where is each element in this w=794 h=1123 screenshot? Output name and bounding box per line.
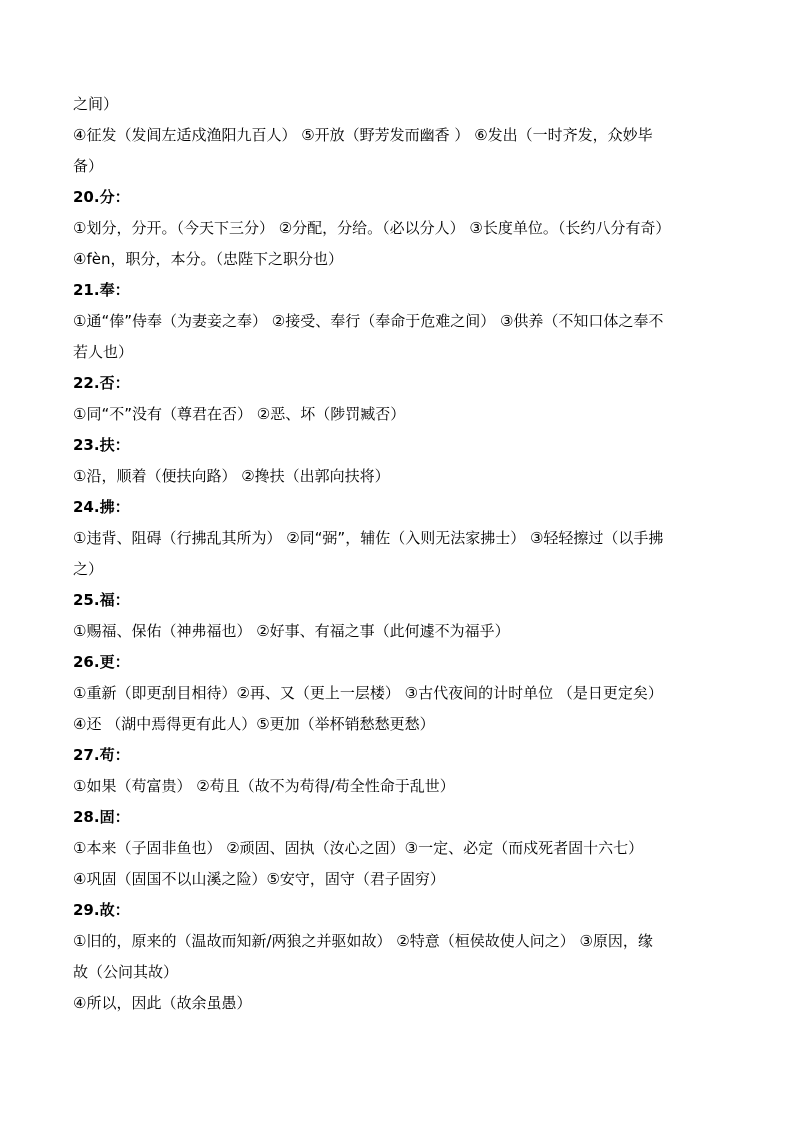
text-line: ④所以，因此（故余虽愚）: [73, 994, 252, 1012]
text-line: 之间）: [73, 95, 119, 113]
text-line: ④还 （湖中焉得更有此人）⑤更加（举杯销愁愁更愁）: [73, 715, 435, 733]
entry-heading: 20.分：: [73, 188, 130, 206]
text-line: 之）: [73, 560, 104, 578]
text-line: ①重新（即更刮目相待）②再、又（更上一层楼） ③古代夜间的计时单位 （是日更定矣）: [73, 684, 663, 702]
entry-heading: 23.扶：: [73, 436, 130, 454]
entry-heading: 29.故：: [73, 901, 130, 919]
text-line: ④征发（发闾左适戍渔阳九百人） ⑤开放（野芳发而幽香 ） ⑥发出（一时齐发，众妙毕: [73, 126, 653, 144]
text-line: 若人也）: [73, 343, 134, 361]
text-line: 备）: [73, 157, 104, 175]
entry-heading: 27.苟：: [73, 746, 130, 764]
text-line: ①同“不”没有（尊君在否） ②恶、坏（陟罚臧否）: [73, 405, 406, 423]
text-line: ①违背、阻碍（行拂乱其所为） ②同“弼”，辅佐（入则无法家拂士） ③轻轻擦过（以手拂: [73, 529, 664, 547]
text-line: ①本来（子固非鱼也） ②顽固、固执（汝心之固）③一定、必定（而戍死者固十六七）: [73, 839, 644, 857]
entry-heading: 21.奉：: [73, 281, 130, 299]
text-line: ①旧的，原来的（温故而知新/两狼之并驱如故） ②特意（桓侯故使人问之） ③原因，缘: [73, 932, 653, 950]
entry-heading: 28.固：: [73, 808, 130, 826]
text-line: ①沿，顺着（便扶向路） ②搀扶（出郭向扶将）: [73, 467, 390, 485]
text-line: ①划分，分开。（今天下三分） ②分配，分给。（必以分人） ③长度单位。（长约八分有奇）: [73, 219, 671, 237]
text-line: ④fèn，职分，本分。（忠陛下之职分也）: [73, 250, 343, 268]
entry-heading: 24.拂：: [73, 498, 130, 516]
text-line: 故（公问其故）: [73, 963, 179, 981]
entry-heading: 26.更：: [73, 653, 130, 671]
text-line: ①通“俸”侍奉（为妻妾之奉） ②接受、奉行（奉命于危难之间） ③供养（不知口体之奉不: [73, 312, 664, 330]
text-line: ①如果（苟富贵） ②苟且（故不为苟得/苟全性命于乱世）: [73, 777, 455, 795]
text-line: ④巩固（固国不以山溪之险）⑤安守，固守（君子固穷）: [73, 870, 445, 888]
entry-heading: 25.福：: [73, 591, 130, 609]
document-body: [73, 89, 725, 1019]
entry-heading: 22.否：: [73, 374, 130, 392]
text-line: ①赐福、保佑（神弗福也） ②好事、有福之事（此何遽不为福乎）: [73, 622, 510, 640]
